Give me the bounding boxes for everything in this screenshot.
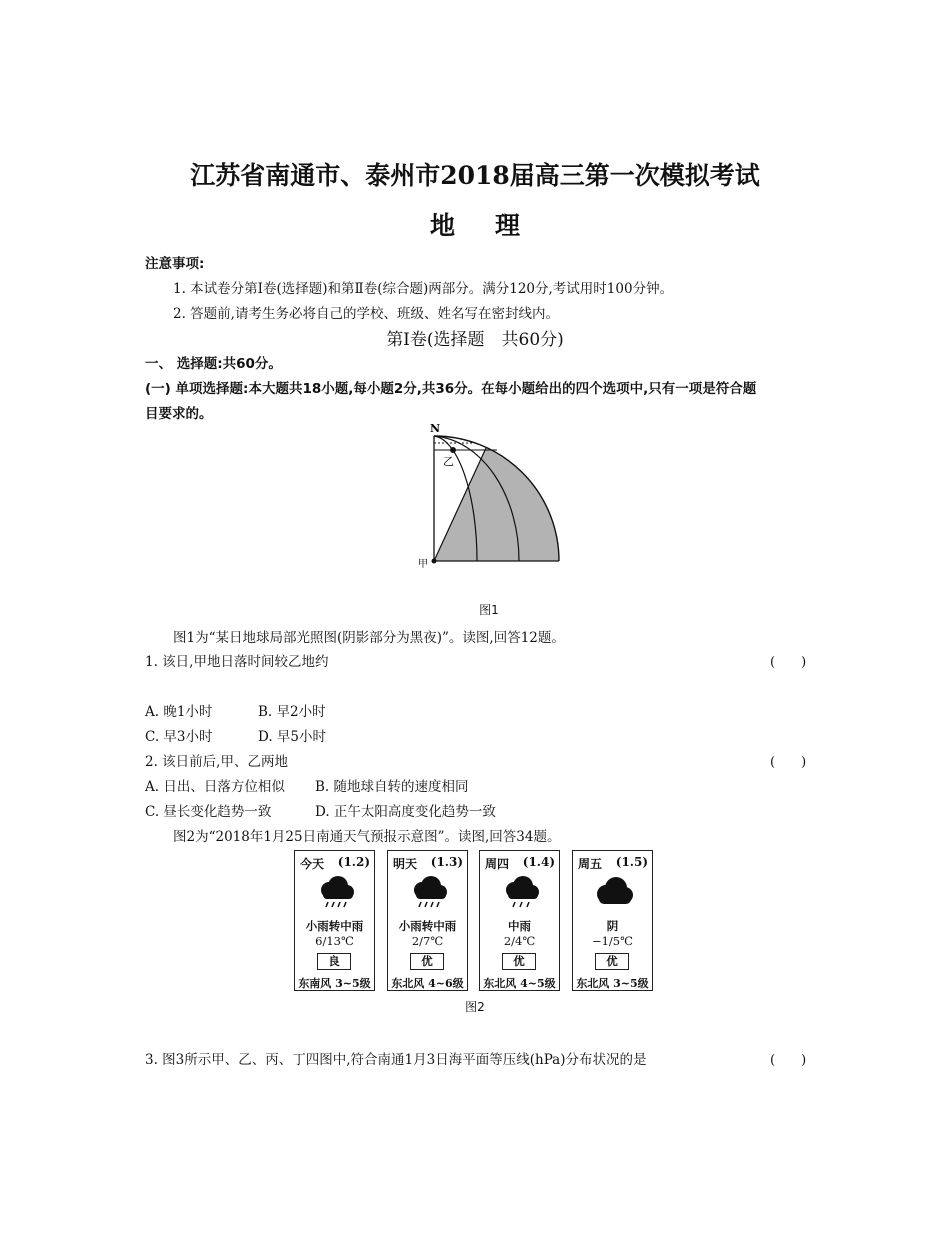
- weather-condition: 小雨转中雨: [398, 919, 457, 933]
- option-a: A. 晚1小时: [145, 704, 213, 720]
- temperature: 2/7℃: [411, 934, 444, 948]
- temperature: 2/4℃: [503, 934, 536, 948]
- notice-item: 2. 答题前,请考生务必将自己的学校、班级、姓名写在密封线内。: [173, 306, 559, 322]
- label-north: N: [430, 422, 441, 435]
- part-instruction: 目要求的。: [145, 406, 213, 422]
- notice-item: 1. 本试卷分第Ⅰ卷(选择题)和第Ⅱ卷(综合题)两部分。满分120分,考试用时100分钟。: [173, 281, 674, 297]
- air-quality: 优: [410, 953, 444, 970]
- air-quality: 优: [595, 953, 629, 970]
- date-label: (1.4): [522, 855, 555, 869]
- figure-1-illumination-diagram: [405, 420, 575, 584]
- label-yi: 乙: [443, 455, 454, 468]
- option-d: D. 正午太阳高度变化趋势一致: [315, 804, 496, 820]
- option-b: B. 随地球自转的速度相同: [315, 779, 469, 795]
- option-c: C. 昼长变化趋势一致: [145, 804, 272, 820]
- question-3-stem: 3. 图3所示甲、乙、丙、丁四图中,符合南通1月3日海平面等压线(hPa)分布状况的是: [145, 1052, 647, 1068]
- air-quality: 良: [317, 953, 351, 970]
- air-quality: 优: [502, 953, 536, 970]
- exam-title: 江苏省南通市、泰州市2018届高三第一次模拟考试: [190, 161, 760, 190]
- weather-card: [387, 850, 468, 991]
- rain-cloud-icon: [500, 874, 542, 910]
- wind: 东北风 4~6级: [391, 977, 464, 990]
- option-b: B. 早2小时: [258, 704, 326, 720]
- temperature: −1/5℃: [591, 934, 633, 948]
- wind: 东南风 3~5级: [298, 977, 371, 990]
- cloud-icon: [593, 874, 635, 910]
- day-label: 周五: [578, 857, 603, 871]
- day-label: 周四: [485, 857, 510, 871]
- temperature: 6/13℃: [315, 934, 354, 948]
- answer-bracket: ( ): [770, 655, 807, 670]
- date-label: (1.2): [337, 855, 370, 869]
- option-d: D. 早5小时: [258, 729, 327, 745]
- weather-condition: 阴: [606, 919, 619, 933]
- part-heading: 一、 选择题:共60分。: [145, 356, 282, 372]
- day-label: 今天: [300, 857, 325, 871]
- date-label: (1.5): [615, 855, 648, 869]
- rain-cloud-icon: [315, 874, 357, 910]
- weather-card: [572, 850, 653, 991]
- weather-condition: 小雨转中雨: [305, 919, 364, 933]
- option-a: A. 日出、日落方位相似: [145, 779, 285, 795]
- figure-2-caption: 图2: [465, 1000, 485, 1014]
- rain-cloud-icon: [408, 874, 450, 910]
- answer-bracket: ( ): [770, 1053, 807, 1068]
- figure-1-intro: 图1为“某日地球局部光照图(阴影部分为黑夜)”。读图,回答12题。: [173, 630, 565, 646]
- weather-condition: 中雨: [508, 919, 531, 933]
- answer-bracket: ( ): [770, 755, 807, 770]
- wind: 东北风 4~5级: [483, 977, 556, 990]
- day-label: 明天: [393, 857, 418, 871]
- wind: 东北风 3~5级: [576, 977, 649, 990]
- figure-1-caption: 图1: [479, 603, 499, 617]
- weather-card: [479, 850, 560, 991]
- subject-title: 地理: [429, 211, 560, 240]
- weather-card: [294, 850, 375, 991]
- label-jia: 甲: [418, 559, 428, 570]
- part-instruction: (一) 单项选择题:本大题共18小题,每小题2分,共36分。在每小题给出的四个选项中,只有一项是符合题: [145, 381, 757, 397]
- figure-2-intro: 图2为“2018年1月25日南通天气预报示意图”。读图,回答34题。: [173, 829, 561, 845]
- question-1-stem: 1. 该日,甲地日落时间较乙地约: [145, 654, 329, 670]
- section-title: 第Ⅰ卷(选择题 共60分): [386, 330, 564, 350]
- option-c: C. 早3小时: [145, 729, 213, 745]
- notice-heading: 注意事项:: [145, 256, 205, 272]
- question-2-stem: 2. 该日前后,甲、乙两地: [145, 754, 288, 770]
- date-label: (1.3): [430, 855, 463, 869]
